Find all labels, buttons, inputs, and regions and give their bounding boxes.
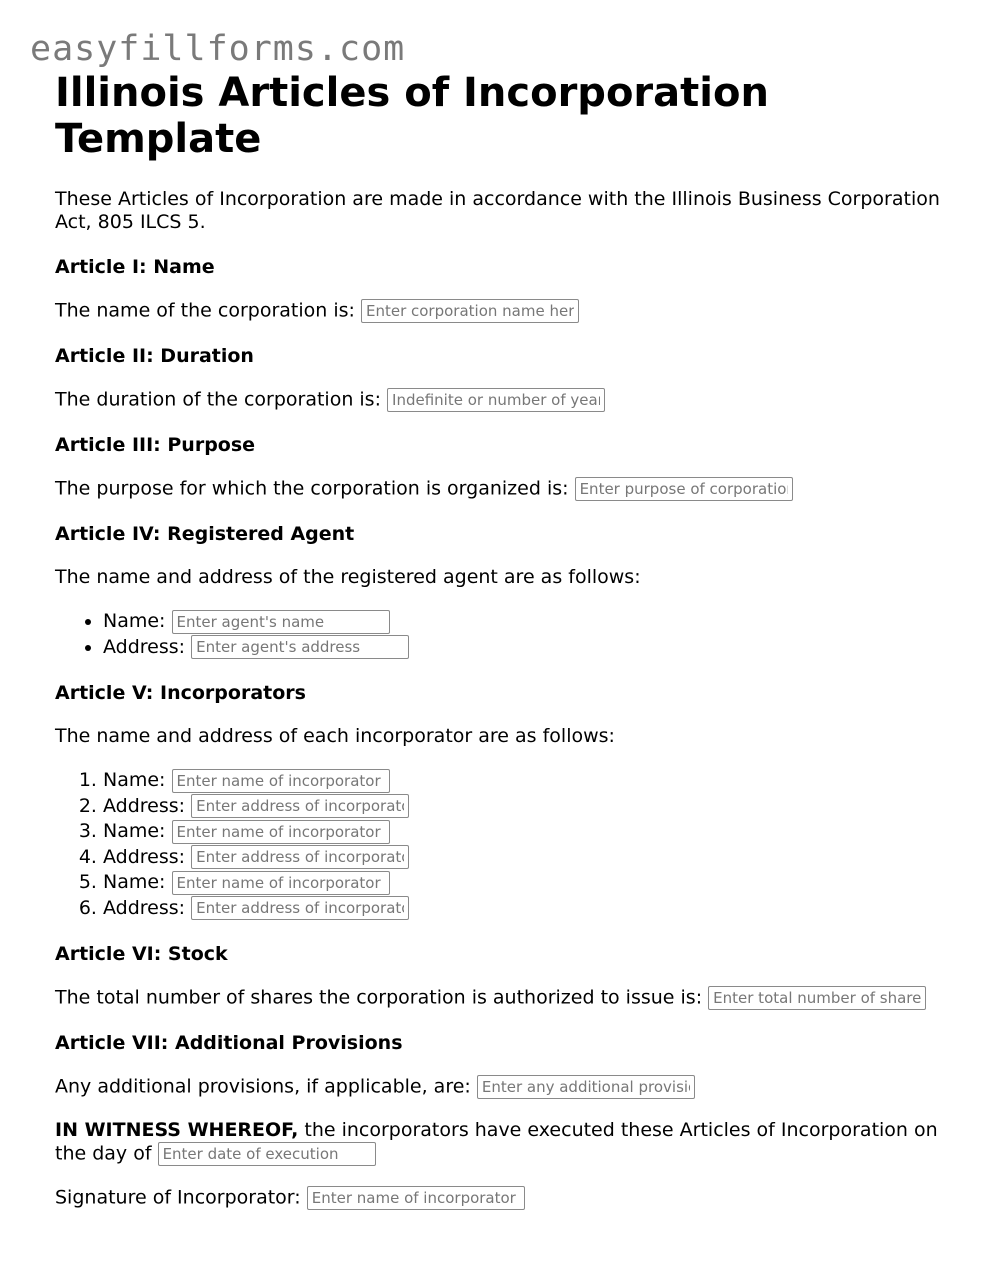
article-purpose-line <box>55 477 955 501</box>
witness-text: the incorporators have executed these Articles of Incorporation on the day of <box>55 1119 938 1165</box>
signature-input[interactable] <box>307 1186 525 1210</box>
incorporator-2-name-label: Name: <box>103 820 166 842</box>
provisions-label: Any additional provisions, if applicable, are: <box>55 1075 471 1098</box>
duration-label: The duration of the corporation is: <box>55 388 381 411</box>
article-purpose-heading: Article III: Purpose <box>55 434 256 456</box>
incorporators-list <box>55 768 955 921</box>
signature-label: Signature of Incorporator: <box>55 1186 301 1209</box>
execution-date-input[interactable] <box>158 1142 376 1166</box>
list-item <box>103 870 955 896</box>
agent-name-label: Name: <box>103 610 166 632</box>
list-item <box>103 896 955 922</box>
article-duration-heading: Article II: Duration <box>55 345 254 367</box>
incorporator-3-name-input[interactable] <box>172 871 390 895</box>
incorporator-2-name-input[interactable] <box>172 820 390 844</box>
stock-label: The total number of shares the corporation is authorized to issue is: <box>55 986 703 1009</box>
article-stock-heading: Article VI: Stock <box>55 943 228 965</box>
purpose-input[interactable] <box>575 477 793 501</box>
incorporator-3-address-input[interactable] <box>191 896 409 920</box>
article-incorporators-heading: Article V: Incorporators <box>55 682 306 704</box>
incorporator-1-address-label: Address: <box>103 794 186 817</box>
article-provisions-line <box>55 1075 955 1099</box>
agent-intro: The name and address of the registered agent are as follows: <box>55 566 641 588</box>
incorporator-1-name-input[interactable] <box>172 769 390 793</box>
incorporators-intro: The name and address of each incorporator are as follows: <box>55 725 615 747</box>
agent-address-input[interactable] <box>191 635 409 659</box>
purpose-label: The purpose for which the corporation is organized is: <box>55 477 569 500</box>
agent-name-input[interactable] <box>172 610 390 634</box>
watermark: easyfillforms.com <box>30 29 406 69</box>
agent-address-item <box>103 635 955 661</box>
form-document <box>55 70 955 1210</box>
incorporator-1-address-input[interactable] <box>191 794 409 818</box>
incorporator-3-address-label: Address: <box>103 896 186 919</box>
witness-bold-text: IN WITNESS WHEREOF, <box>55 1119 299 1141</box>
incorporator-2-address-input[interactable] <box>191 845 409 869</box>
corporation-name-input[interactable] <box>361 299 579 323</box>
corporation-name-label: The name of the corporation is: <box>55 299 355 322</box>
incorporator-2-address-label: Address: <box>103 845 186 868</box>
agent-address-label: Address: <box>103 635 186 658</box>
article-duration-line <box>55 388 955 412</box>
article-stock-line <box>55 986 955 1010</box>
agent-name-item <box>103 609 955 635</box>
stock-shares-input[interactable] <box>708 986 926 1010</box>
list-item <box>103 794 955 820</box>
article-name-line <box>55 299 955 323</box>
duration-input[interactable] <box>387 388 605 412</box>
signature-line <box>55 1186 955 1210</box>
page-title: Illinois Articles of Incorporation Template <box>55 70 769 162</box>
witness-paragraph <box>55 1119 955 1166</box>
article-name-heading: Article I: Name <box>55 256 215 278</box>
list-item <box>103 768 955 794</box>
agent-list <box>55 609 955 660</box>
intro-text: These Articles of Incorporation are made in accordance with the Illinois Business Corporation Act, 805 ILCS 5. <box>55 188 940 233</box>
incorporator-3-name-label: Name: <box>103 871 166 893</box>
provisions-input[interactable] <box>477 1075 695 1099</box>
article-provisions-heading: Article VII: Additional Provisions <box>55 1032 403 1054</box>
list-item <box>103 819 955 845</box>
list-item <box>103 845 955 871</box>
incorporator-1-name-label: Name: <box>103 769 166 791</box>
article-agent-heading: Article IV: Registered Agent <box>55 523 355 545</box>
